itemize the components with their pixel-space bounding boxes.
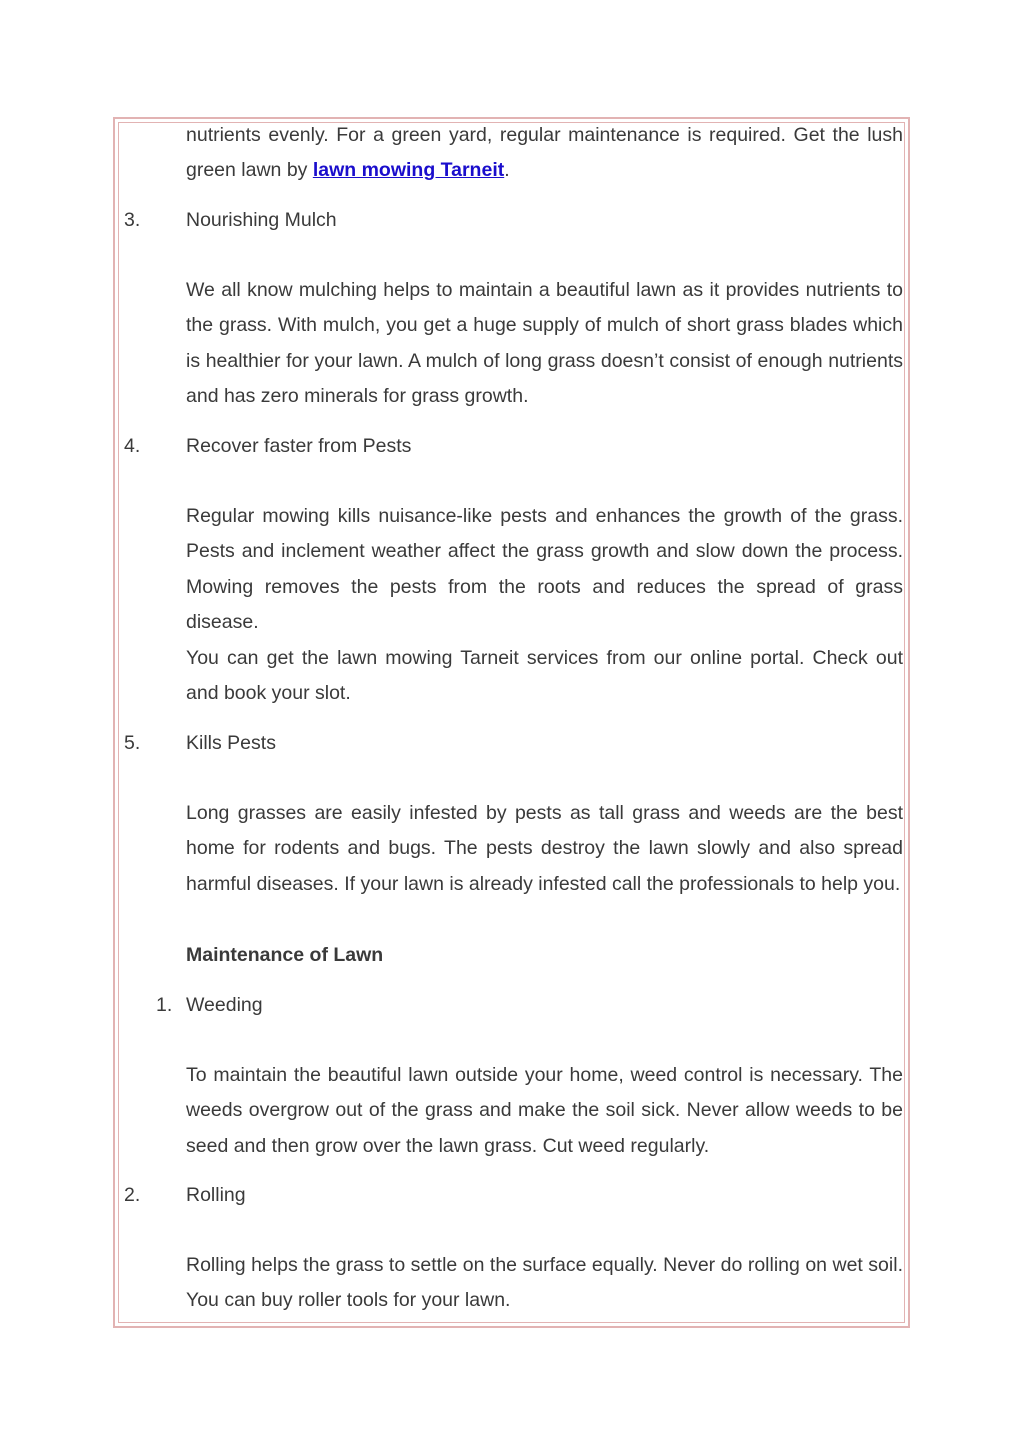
- maintenance-number: 1.: [156, 994, 173, 1016]
- benefit-paragraph: Regular mowing kills nuisance-like pests and enhances the growth of the grass. Pests and inclement weather affect the grass growth and slow down the process. Mowing removes the pests from the roots and reduces the spread of grass disease.: [186, 505, 903, 634]
- benefit-title: Kills Pests: [186, 732, 276, 754]
- benefit-paragraph: You can get the lawn mowing Tarneit services from our online portal. Check out and book your slot.: [186, 647, 903, 705]
- benefit-number: 4.: [124, 435, 141, 457]
- maintenance-number: 2.: [124, 1184, 141, 1206]
- intro-text: nutrients evenly. For a green yard, regular maintenance is required. Get the lush green lawn by: [186, 124, 903, 182]
- benefit-paragraph: Long grasses are easily infested by pests as tall grass and weeds are the best home for rodents and bugs. The pests destroy the lawn slowly and also spread harmful diseases. If your lawn is already infested call the professionals to help you.: [186, 802, 903, 895]
- maintenance-title: Weeding: [186, 994, 263, 1016]
- maintenance-heading: Maintenance of Lawn: [186, 944, 384, 966]
- maintenance-paragraph: Rolling helps the grass to settle on the surface equally. Never do rolling on wet soil. You can buy roller tools for your lawn.: [186, 1254, 903, 1312]
- benefit-number: 5.: [124, 732, 141, 754]
- intro-period: .: [504, 159, 510, 182]
- benefit-paragraph: We all know mulching helps to maintain a beautiful lawn as it provides nutrients to the grass. With mulch, you get a huge supply of mulch of short grass blades which is healthier for your lawn. A mulch of long grass doesn’t consist of enough nutrients and has zero minerals for grass growth.: [186, 279, 903, 408]
- maintenance-paragraph: To maintain the beautiful lawn outside your home, weed control is necessary. The weeds overgrow out of the grass and make the soil sick. Never allow weeds to be seed and then grow over the lawn grass. Cut weed regularly.: [186, 1064, 903, 1157]
- benefit-number: 3.: [124, 209, 141, 231]
- maintenance-title: Rolling: [186, 1184, 246, 1206]
- benefit-title: Nourishing Mulch: [186, 209, 337, 231]
- benefit-title: Recover faster from Pests: [186, 435, 412, 457]
- intro-paragraph: [186, 118, 903, 189]
- lawn-mowing-tarneit-link[interactable]: lawn mowing Tarneit: [312, 159, 505, 182]
